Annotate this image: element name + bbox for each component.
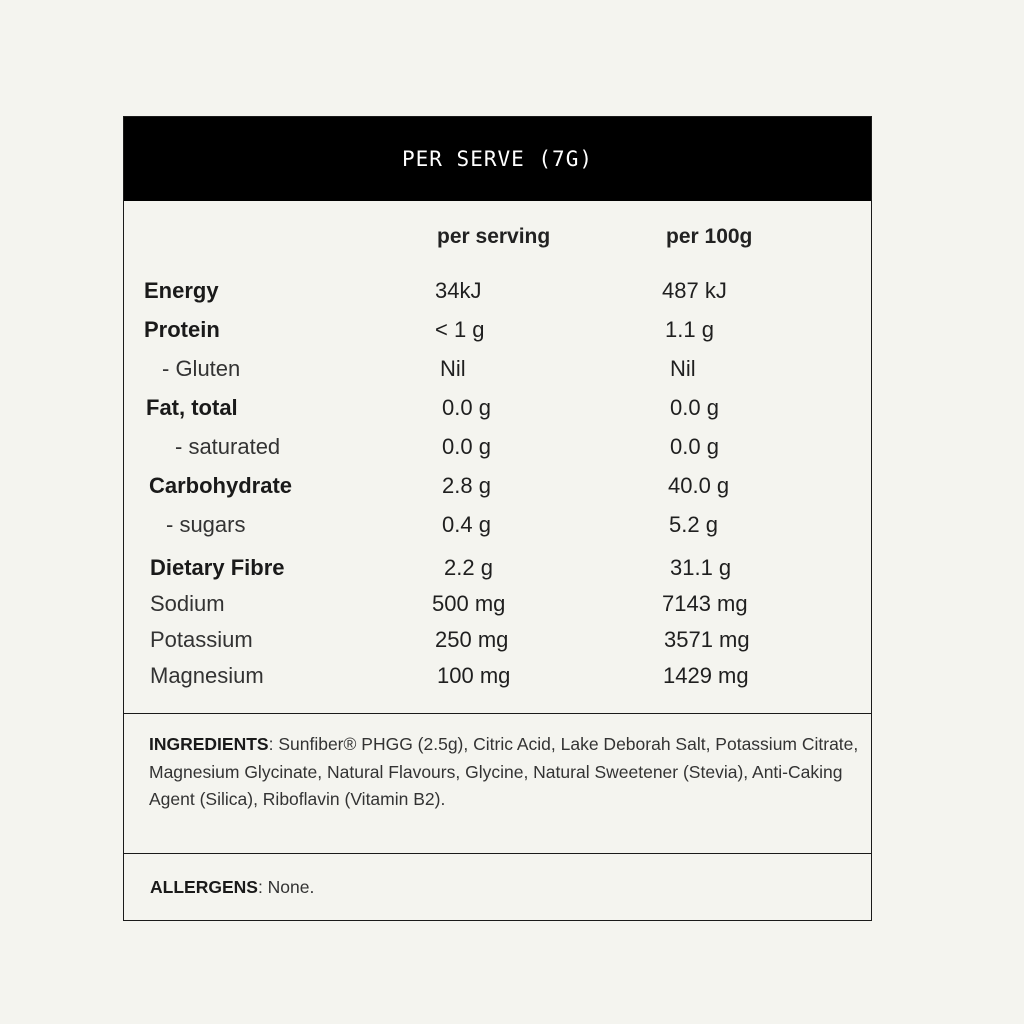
row-label: Carbohydrate	[149, 473, 293, 498]
table-row	[124, 591, 871, 621]
ingredients-list: : Sunfiber® PHGG (2.5g), Citric Acid, Lake Deborah Salt, Potassium Citrate, Magnesium Glycinate, Natural Flavours, Glycine, Natural Sweetener (Stevia), Anti-Caking Agent (Silica), Riboflavin (Vitamin B2).	[149, 734, 859, 809]
per-100g-value: 1.1 g	[665, 317, 714, 342]
table-row	[124, 473, 871, 503]
table-row	[124, 278, 871, 308]
per-serving-value: Nil	[440, 356, 466, 381]
per-serving-value: 2.8 g	[442, 473, 491, 498]
per-serving-value: 34kJ	[435, 278, 482, 303]
per-100g-value: 3571 mg	[664, 627, 750, 652]
table-row	[124, 555, 871, 585]
ingredients-heading: INGREDIENTS	[149, 734, 269, 754]
per-serving-value: 250 mg	[435, 627, 509, 652]
panel-header	[124, 117, 871, 201]
allergens-text	[150, 877, 314, 898]
table-row	[124, 356, 871, 386]
per-serving-value: 500 mg	[432, 591, 506, 616]
table-row	[124, 434, 871, 464]
per-serving-value: 0.0 g	[442, 395, 491, 420]
nutrition-panel	[123, 116, 872, 921]
row-label: Protein	[144, 317, 220, 342]
per-100g-value: 0.0 g	[670, 434, 719, 459]
row-label: - saturated	[175, 434, 281, 459]
table-row	[124, 512, 871, 542]
allergens-value: : None.	[257, 877, 315, 897]
per-serving-value: 0.4 g	[442, 512, 491, 537]
per-100g-value: Nil	[670, 356, 696, 381]
table-row	[124, 317, 871, 347]
table-row	[124, 663, 871, 693]
ingredients-divider	[124, 713, 871, 714]
row-label: Potassium	[150, 627, 253, 652]
allergens-heading: ALLERGENS	[150, 877, 258, 897]
per-100g-value: 7143 mg	[662, 591, 748, 616]
allergens-divider	[124, 853, 871, 854]
ingredients-text	[149, 731, 859, 814]
per-100g-value: 1429 mg	[663, 663, 749, 688]
per-serving-value: 0.0 g	[442, 434, 491, 459]
per-100g-value: 5.2 g	[669, 512, 718, 537]
per-100g-value: 487 kJ	[662, 278, 727, 303]
per-100g-value: 0.0 g	[670, 395, 719, 420]
table-row	[124, 627, 871, 657]
row-label: Energy	[144, 278, 219, 303]
per-serving-value: < 1 g	[435, 317, 485, 342]
per-100g-value: 40.0 g	[668, 473, 730, 498]
column-header-per-100g: per 100g	[666, 225, 753, 248]
per-100g-value: 31.1 g	[670, 555, 732, 580]
per-serving-value: 100 mg	[437, 663, 511, 688]
header-title: PER SERVE (7G)	[401, 147, 593, 171]
table-row	[124, 395, 871, 425]
column-header-per-serving: per serving	[437, 225, 551, 248]
row-label: - sugars	[166, 512, 246, 537]
per-serving-value: 2.2 g	[444, 555, 493, 580]
row-label: - Gluten	[162, 356, 241, 381]
row-label: Fat, total	[146, 395, 238, 420]
row-label: Sodium	[150, 591, 225, 616]
row-label: Magnesium	[150, 663, 264, 688]
row-label: Dietary Fibre	[150, 555, 285, 580]
